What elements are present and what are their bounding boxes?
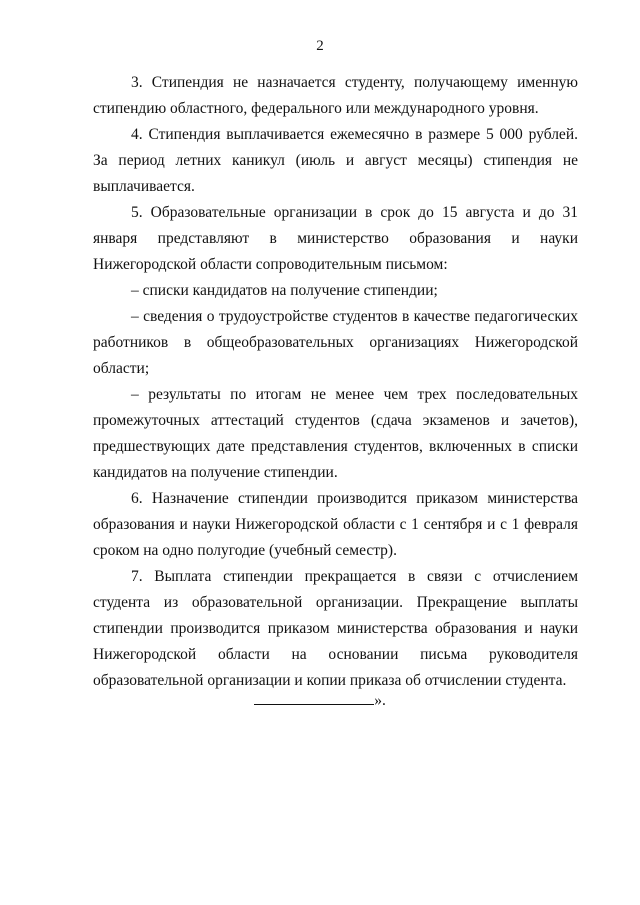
paragraph-6: 6. Назначение стипендии производится приказом министерства образования и науки Нижегородской области с 1 сентября и с 1 февраля сроком на одно полугодие (учебный семестр). — [93, 490, 578, 559]
paragraph-7: 7. Выплата стипендии прекращается в связи с отчислением студента из образовательной организации. Прекращение выплаты стипендии производится приказом министерства образования и науки Нижегородской области на основании письма руководителя образовательной организации и копии приказа об отчислении студента. — [93, 568, 578, 689]
closing-line — [0, 688, 640, 714]
document-body — [93, 70, 578, 694]
closing-quote-mark: ». — [374, 692, 386, 709]
paragraph-3: 3. Стипендия не назначается студенту, получающему именную стипендию областного, федерального или международного уровня. — [93, 74, 578, 117]
list-item-employment: – сведения о трудоустройстве студентов в качестве педагогических работников в общеобразовательных организациях Нижегородской области; — [93, 308, 578, 377]
signature-blank-line — [254, 690, 374, 705]
page-number: 2 — [316, 38, 324, 54]
paragraph-5: 5. Образовательные организации в срок до 15 августа и до 31 января представляют в министерство образования и науки Нижегородской области сопроводительным письмом: — [93, 204, 578, 273]
list-item-results: – результаты по итогам не менее чем трех последовательных промежуточных аттестаций студентов (сдача экзаменов и зачетов), предшествующих дате представления студентов, включенных в списки кандидатов на получение стипендии. — [93, 386, 578, 481]
list-item-candidates: – списки кандидатов на получение стипендии; — [131, 282, 438, 299]
paragraph-4: 4. Стипендия выплачивается ежемесячно в размере 5 000 рублей. За период летних каникул (июль и август месяцы) стипендия не выплачивается. — [93, 126, 578, 195]
